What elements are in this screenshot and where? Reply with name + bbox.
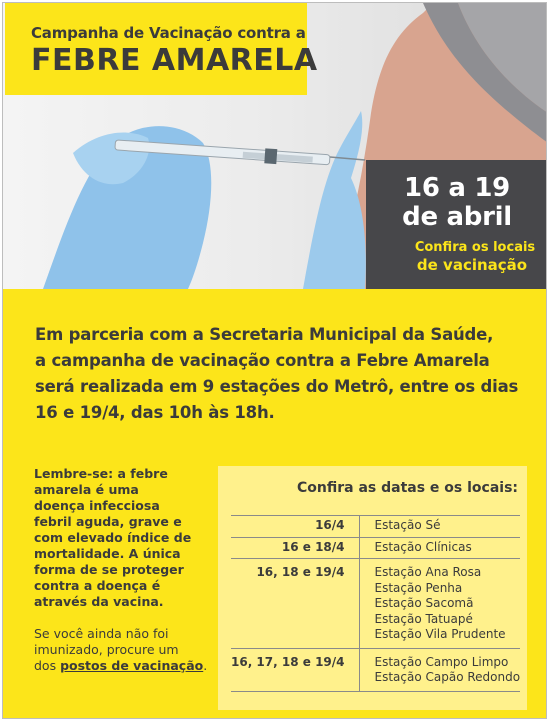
schedule-table bbox=[231, 515, 520, 692]
schedule-stations bbox=[359, 648, 520, 691]
locations-cta-line2[interactable]: de vacinação bbox=[416, 256, 528, 274]
station-name: Estação Vila Prudente bbox=[374, 627, 506, 641]
schedule-dates: 16 e 18/4 bbox=[231, 537, 359, 559]
note-line: Lembre-se: a febre bbox=[34, 466, 168, 481]
note-last-prefix: dos bbox=[34, 658, 61, 673]
note-line: Se você ainda não foi bbox=[34, 626, 169, 641]
date-range-line1: 16 a 19 bbox=[404, 173, 510, 203]
note-line: febril aguda, grave e bbox=[34, 514, 182, 529]
schedule-dates: 16, 18 e 19/4 bbox=[231, 559, 359, 649]
campaign-title-box bbox=[5, 3, 318, 95]
table-row bbox=[231, 648, 520, 691]
intro-line: a campanha de vacinação contra a Febre Amarela bbox=[35, 351, 490, 370]
station-name: Estação Campo Limpo bbox=[374, 654, 509, 669]
station-name: Estação Ana Rosa bbox=[374, 565, 482, 579]
schedule-stations bbox=[359, 559, 520, 649]
reminder-note bbox=[34, 466, 210, 674]
schedule-title: Confira as datas e os locais: bbox=[297, 480, 519, 496]
vaccination-posts-link[interactable]: postos de vacinação bbox=[60, 658, 204, 673]
note-line: mortalidade. A única bbox=[34, 546, 181, 561]
station-name: Estação Penha bbox=[374, 580, 463, 595]
station-name: Estação Capão Redondo bbox=[374, 670, 521, 684]
date-range-line2: de abril bbox=[402, 202, 512, 232]
table-row bbox=[231, 537, 520, 559]
intro-line: será realizada em 9 estações do Metrô, entre os dias bbox=[35, 377, 519, 396]
note-line: através da vacina. bbox=[34, 594, 164, 609]
intro-paragraph bbox=[35, 322, 535, 426]
schedule-dates: 16, 17, 18 e 19/4 bbox=[231, 648, 359, 691]
station-name: Estação Clínicas bbox=[374, 539, 472, 554]
campaign-subtitle: Campanha de Vacinação contra a bbox=[31, 24, 306, 42]
schedule-panel bbox=[218, 466, 527, 710]
table-row bbox=[231, 559, 520, 649]
station-name: Estação Sacomã bbox=[374, 596, 474, 610]
schedule-dates: 16/4 bbox=[231, 516, 359, 538]
locations-cta-line1[interactable]: Confira os locais bbox=[414, 240, 536, 255]
note-last-suffix: . bbox=[203, 658, 208, 673]
intro-line: Em parceria com a Secretaria Municipal da Saúde, bbox=[35, 325, 494, 344]
note-line: doença infecciosa bbox=[34, 498, 160, 513]
date-box bbox=[366, 160, 547, 289]
note-line: forma de se proteger bbox=[34, 562, 184, 577]
note-line: amarela é uma bbox=[34, 482, 139, 497]
campaign-title: FEBRE AMARELA bbox=[31, 43, 318, 78]
note-line: imunizado, procure um bbox=[34, 642, 179, 657]
reminder-plain-text bbox=[34, 626, 210, 674]
table-row bbox=[231, 516, 520, 538]
schedule-stations bbox=[359, 537, 520, 559]
note-last-line bbox=[34, 658, 210, 674]
station-name: Estação Tatuapé bbox=[374, 611, 473, 626]
intro-line: 16 e 19/4, das 10h às 18h. bbox=[35, 403, 275, 422]
schedule-stations bbox=[359, 516, 520, 538]
reminder-bold-text bbox=[34, 466, 210, 610]
note-line: com elevado índice de bbox=[34, 530, 192, 545]
campaign-poster bbox=[2, 2, 547, 719]
hero-photo bbox=[3, 3, 547, 289]
note-line: contra a doença é bbox=[34, 578, 161, 593]
station-name: Estação Sé bbox=[374, 518, 441, 532]
